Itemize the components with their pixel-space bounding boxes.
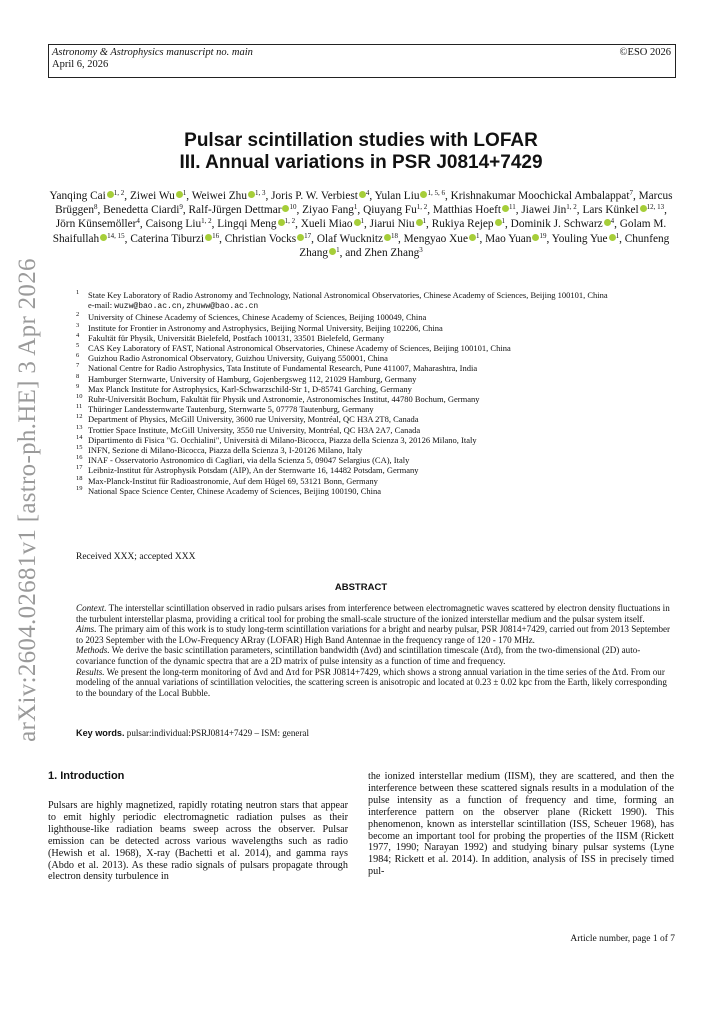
- author: [192, 190, 266, 202]
- context-text: The interstellar scintillation observed in radio pulsars arises from interference between electromagnetic waves scattered by electron density fluctuations in the turbulent interstellar plasma, providing a critical tool for probing the small-scale structure of the ionized interstellar medium and the pulsar system itself.: [76, 603, 670, 624]
- orcid-icon[interactable]: [469, 234, 476, 241]
- orcid-icon[interactable]: [278, 219, 285, 226]
- affiliation-item: [76, 476, 676, 486]
- affiliation-text: Dipartimento di Fisica "G. Occhialini", Università di Milano-Bicocca, Piazza della Scienza 3, 20126 Milano, Italy: [88, 434, 477, 445]
- affiliation-item: [76, 486, 676, 496]
- manuscript-info: [52, 47, 253, 71]
- affiliation-item: [76, 333, 676, 343]
- author: [225, 233, 311, 245]
- author: [317, 233, 398, 245]
- author-affiliation-marker: 18: [390, 231, 398, 240]
- author-affiliation-marker: 4: [365, 189, 370, 197]
- author-name: Rukiya Rejep: [431, 218, 494, 231]
- author: [552, 233, 619, 245]
- author: [375, 190, 445, 202]
- author: [103, 204, 183, 216]
- author-affiliation-marker: 17: [304, 231, 312, 240]
- affiliation-item: [76, 465, 676, 475]
- affiliation-item: [76, 445, 676, 455]
- affiliation-text: Guizhou Radio Astronomical Observatory, Guizhou University, Guiyang 550001, China: [88, 353, 388, 364]
- author-name: Ziwei Wu: [129, 190, 175, 202]
- abstract-body: [76, 603, 676, 698]
- author-name: Jörn Künsemöller: [55, 218, 137, 231]
- author-affiliation-marker: 11: [509, 203, 516, 212]
- affiliation-number: 3: [76, 321, 80, 329]
- affiliation-text: CAS Key Laboratory of FAST, National Astronomical Observatories, Chinese Academy of Sciences, Beijing 100101, China: [88, 343, 511, 354]
- affiliation-text: National Space Science Center, Chinese Academy of Sciences, Beijing 100190, China: [88, 485, 382, 496]
- author-name: Yulan Liu: [374, 190, 420, 202]
- intro-column-left: Pulsars are highly magnetized, rapidly rotating neutron stars that appear to emit highly periodic electromagnetic radiation pulses as their lighthouse-like radiation beams sweep across the observer. Pulsar emission can be detected across various wavelengths such as radio (Hewish et al. 1968), X-ray (Bachetti et al. 2014), and gamma rays (Abdo et al. 2013). As these radio signals of pulsars propagate through electron density turbulence in: [48, 800, 348, 883]
- results-label: Results.: [76, 666, 105, 677]
- affiliation-item: [76, 425, 676, 435]
- methods-label: Methods.: [76, 645, 110, 656]
- author-name: Matthias Hoeft: [432, 204, 501, 217]
- affiliation-number: 10: [76, 393, 83, 401]
- affiliation-item: [76, 404, 676, 414]
- title-line-2: III. Annual variations in PSR J0814+7429: [179, 152, 543, 173]
- affiliation-item: [76, 374, 676, 384]
- received-line: Received XXX; accepted XXX: [76, 552, 196, 562]
- keywords: [76, 728, 676, 738]
- affiliation-item: [76, 435, 676, 445]
- author: [217, 218, 295, 230]
- affiliation-item: [76, 323, 676, 333]
- author: [432, 218, 505, 230]
- orcid-icon[interactable]: [604, 219, 611, 226]
- author-name: Mao Yuan: [485, 232, 532, 245]
- orcid-icon[interactable]: [205, 234, 212, 241]
- affiliation-number: 4: [76, 331, 80, 339]
- affiliation-number: 2: [76, 311, 80, 319]
- author: [363, 204, 427, 216]
- affiliation-text: Max Planck Institute for Astrophysics, Karl-Schwarzschild-Str 1, D-85741 Garching, Germany: [88, 383, 412, 394]
- author: [404, 233, 480, 245]
- affiliation-number: 17: [76, 464, 83, 472]
- affiliation-item: [76, 343, 676, 353]
- affiliation-item: [76, 290, 676, 300]
- author: [271, 190, 369, 202]
- author-affiliation-marker: 16: [212, 231, 220, 240]
- orcid-icon[interactable]: [248, 191, 255, 198]
- affiliation-item: [76, 353, 676, 363]
- author: [189, 204, 297, 216]
- arxiv-stamp: [8, 258, 48, 742]
- author-affiliation-marker: 7: [629, 189, 633, 197]
- author-affiliation-marker: 1: [353, 203, 358, 212]
- author-affiliation-marker: 4: [610, 217, 615, 226]
- author: [130, 233, 219, 245]
- author-affiliation-marker: 1: [182, 189, 187, 197]
- author-name: Lars Künkel: [582, 204, 639, 217]
- orcid-icon[interactable]: [416, 219, 423, 226]
- author-name: Jiawei Jin: [521, 204, 567, 217]
- author-affiliation-marker: 1: [336, 245, 340, 254]
- author: [485, 233, 546, 245]
- author: [433, 204, 516, 216]
- affiliation-number: 15: [76, 444, 83, 452]
- author-name: Chunfeng Zhang: [299, 232, 670, 259]
- affiliation-text: Max-Planck-Institut für Radioastronomie, Auf dem Hügel 69, 53121 Bonn, Germany: [88, 475, 378, 486]
- orcid-icon[interactable]: [640, 205, 647, 212]
- affiliation-text: INAF - Osservatorio Astronomico di Cagliari, via della Scienza 5, 09047 Selargius (CA), Italy: [88, 455, 410, 466]
- author-name: Benedetta Ciardi: [103, 204, 180, 217]
- results-text: We present the long-term monitoring of Δνd and Δτd for PSR J0814+7429, which shows a strong annual variation in the time series of the Δτd. From our modeling of the annual variations of scintillation velocities, the scattering screen is anisotropic and located at 0.23 ± 0.02 kpc from the Earth, likely corresponding to the boundary of the Local Bubble.: [76, 666, 667, 698]
- title-line-1: Pulsar scintillation studies with LOFAR: [184, 130, 538, 151]
- section-heading-introduction: 1. Introduction: [48, 770, 125, 782]
- affiliation-number: 13: [76, 423, 83, 431]
- affiliation-item: [76, 384, 676, 394]
- affiliation-number: 12: [76, 413, 83, 421]
- author-affiliation-marker: 1, 5, 6: [427, 189, 445, 197]
- affiliation-text: Fakultät für Physik, Universität Bielefeld, Postfach 100131, 33501 Bielefeld, Germany: [88, 332, 385, 343]
- author-name: Qiuyang Fu: [363, 204, 417, 217]
- abstract-heading: ABSTRACT: [334, 582, 388, 593]
- author-affiliation-marker: 1: [422, 217, 427, 226]
- affiliation-item: [76, 300, 676, 312]
- author-affiliation-marker: 1, 2: [566, 203, 577, 212]
- affiliation-text: Department of Physics, McGill University, 3600 rue University, Montréal, QC H3A 2T8, Canada: [88, 414, 419, 425]
- author: [364, 247, 422, 259]
- author: [521, 204, 576, 216]
- author: [56, 218, 140, 230]
- abstract-aims: [76, 624, 676, 645]
- methods-text: We derive the basic scintillation parameters, scintillation bandwidth (Δνd) and scintillation timescale (Δτd), from the two-dimensional (2D) auto-covariance function of the dynamic spectra that are a 2D matrix of pulse intensity as a function of time and frequency.: [76, 645, 641, 666]
- author-list: Yanqing Cai $^{1, 2}$, Ziwei Wu $^1$, Weiwei Zhu $^{1, 3}$, Joris P. W. Verbiest $^4$, Yulan Liu $^{1, 5, 6}$, Krishnakumar Moochickal Ambalappat$^7$, Marcus Brüggen$^8$, Benedetta Ciardi$^9$, Ralf-Jürgen Dettmar $^{10}$, Ziyao Fang$^1$, Qiuyang Fu$^{1, 2}$, Matthias Hoeft $^{11}$, Jiawei Jin$^{1, 2}$, Lars Künkel $^{12, 13}$, Jörn Künsemöller$^4$, Caisong Liu$^{1, 2}$, Lingqi Meng $^{1, 2}$, Xueli Miao $^1$, Jiarui Niu $^1$, Rukiya Rejep $^1$, Dominik J. Schwarz $^4$, Golam M. Shaifullah $^{14, 15}$, Caterina Tiburzi $^{16}$, Christian Vocks $^{17}$, Olaf Wucknitz $^{18}$, Mengyao Xue $^1$, Mao Yuan $^{19}$, Youling Yue $^1$, Chunfeng Zhang $^1$, and Zhen Zhang$^3$: [49, 189, 673, 259]
- affiliation-item: [76, 363, 676, 373]
- manuscript-header-box: [48, 44, 676, 78]
- page-footer: Article number, page 1 of 7: [570, 934, 675, 944]
- affiliation-item: [76, 394, 676, 404]
- author-name: Yanqing Cai: [49, 190, 106, 202]
- aims-text: The primary aim of this work is to study long-term scintillation variations for a bright and nearby pulsar, PSR J0814+7429, carried out from 2013 September to 2023 September with the LOw-Frequency ARray (LOFAR) High Band Antennae in the frequency range of 120 - 170 MHz.: [76, 624, 671, 645]
- affiliation-number: 8: [76, 372, 80, 380]
- author-name: Youling Yue: [551, 232, 608, 245]
- author-affiliation-marker: 1: [501, 217, 506, 226]
- author-name: Caisong Liu: [145, 218, 202, 231]
- author-affiliation-marker: 1, 2: [201, 217, 212, 226]
- arxiv-stamp-text: arXiv:2604.02681v1 [astro-ph.HE] 3 Apr 2026: [14, 258, 41, 742]
- orcid-icon[interactable]: [495, 219, 502, 226]
- affiliation-text: Hamburger Sternwarte, University of Hamburg, Gojenbergsweg 112, 21029 Hamburg, Germany: [88, 373, 417, 384]
- author-name: Marcus Brüggen: [55, 190, 673, 217]
- affiliation-text: Trottier Space Institute, McGill University, 3550 rue University, Montréal, QC H3A 2A7, Canada: [88, 424, 421, 435]
- author: [451, 190, 633, 202]
- affiliation-text: Institute for Frontier in Astronomy and Astrophysics, Beijing Normal University, Beijing 102206, China: [88, 322, 443, 333]
- author-affiliation-marker: 14, 15: [107, 231, 125, 240]
- orcid-icon[interactable]: [107, 191, 114, 198]
- affiliation-text: University of Chinese Academy of Sciences, Chinese Academy of Sciences, Beijing 100049, China: [88, 312, 427, 323]
- contact-email[interactable]: wuzw@bao.ac.cn,zhuww@bao.ac.cn: [114, 302, 259, 312]
- author: [370, 218, 426, 230]
- affiliation-text: National Centre for Radio Astrophysics, Tata Institute of Fundamental Research, Pune 411007, Maharashtra, India: [88, 363, 478, 374]
- affiliation-number: 7: [76, 362, 80, 370]
- author-affiliation-marker: 1: [360, 217, 365, 226]
- author-name: Christian Vocks: [224, 232, 297, 245]
- orcid-icon[interactable]: [176, 191, 183, 198]
- affiliation-item: [76, 312, 676, 322]
- aims-label: Aims.: [76, 624, 97, 635]
- journal-line: Astronomy & Astrophysics manuscript no. main: [52, 47, 253, 58]
- author: [130, 190, 186, 202]
- affiliation-item: [76, 414, 676, 424]
- author-affiliation-marker: 3: [419, 245, 423, 254]
- author-name: Mengyao Xue: [403, 232, 468, 245]
- author: [582, 204, 664, 216]
- author-name: Dominik J. Schwarz: [510, 218, 603, 231]
- author-name: Weiwei Zhu: [191, 190, 247, 202]
- keywords-text: pulsar:individual:PSRJ0814+7429 – ISM: general: [126, 728, 309, 738]
- author: [146, 218, 212, 230]
- author-affiliation-marker: 4: [136, 217, 140, 226]
- author-name: Ziyao Fang: [302, 204, 354, 217]
- affiliation-text: Thüringer Landessternwarte Tautenburg, Sternwarte 5, 07778 Tautenburg, Germany: [88, 404, 374, 415]
- author-name: Olaf Wucknitz: [316, 232, 383, 245]
- affiliation-text: INFN, Sezione di Milano-Bicocca, Piazza della Scienza 3, I-20126 Milano, Italy: [88, 445, 363, 456]
- orcid-icon[interactable]: [354, 219, 361, 226]
- author-affiliation-marker: 1: [615, 231, 620, 240]
- orcid-icon[interactable]: [502, 205, 509, 212]
- affiliation-number: 16: [76, 454, 83, 462]
- context-label: Context.: [76, 603, 107, 613]
- author-name: Caterina Tiburzi: [130, 232, 205, 245]
- affiliation-text: Leibniz-Institut für Astrophysik Potsdam (AIP), An der Sternwarte 16, 14482 Potsdam, Germany: [88, 465, 419, 476]
- orcid-icon[interactable]: [609, 234, 616, 241]
- author-affiliation-marker: 12, 13: [646, 203, 665, 212]
- author-name: Golam M. Shaifullah: [52, 218, 667, 245]
- author-name: Lingqi Meng: [217, 218, 277, 231]
- author-name: Jiarui Niu: [369, 218, 415, 231]
- affiliation-number: 14: [76, 433, 83, 441]
- affiliation-number: 18: [76, 474, 83, 482]
- author-name: Joris P. W. Verbiest: [271, 190, 358, 202]
- author-name: Xueli Miao: [300, 218, 353, 231]
- affiliation-item: [76, 455, 676, 465]
- author-affiliation-marker: 8: [93, 203, 98, 212]
- affiliation-list: [76, 290, 676, 496]
- orcid-icon[interactable]: [359, 191, 366, 198]
- date-line: April 6, 2026: [52, 59, 109, 70]
- copyright: ©ESO 2026: [619, 47, 671, 58]
- affiliation-number: 1: [76, 289, 80, 296]
- author-name: Krishnakumar Moochickal Ambalappat: [450, 190, 630, 202]
- author-affiliation-marker: 10: [289, 203, 297, 212]
- affiliation-number: 11: [76, 403, 83, 411]
- paper-title: [48, 130, 674, 174]
- affiliation-number: 9: [76, 382, 80, 390]
- author-affiliation-marker: 1, 2: [416, 203, 428, 212]
- author-affiliation-marker: 19: [539, 231, 547, 240]
- orcid-icon[interactable]: [384, 234, 391, 241]
- intro-column-right: the ionized interstellar medium (IISM), they are scattered, and then the interference between these scattered signals results in a modulation of the pulse intensity as a function of frequency and time, forming an interference pattern on the observer plane (Rickett 1990). This phenomenon, known as interstellar scintillation (ISS, Scheuer 1968), has become an important tool for probing the properties of the IISM (Rickett 1977, 1990; Narayan 1992) and studying binary pulsar systems (Lyne 1984; Rickett et al. 2014). In addition, analysis of ISS in precisely timed pul-: [368, 771, 674, 878]
- affiliation-text: State Key Laboratory of Radio Astronomy and Technology, National Astronomical Observatories, Chinese Academy of Sciences, Beijing 100101, China: [88, 290, 608, 300]
- author-affiliation-marker: 1: [475, 231, 480, 240]
- abstract-methods: [76, 645, 676, 666]
- author: [511, 218, 614, 230]
- author: [301, 218, 364, 230]
- author: [302, 204, 357, 216]
- affiliation-number: 5: [76, 342, 80, 350]
- author-affiliation-marker: 9: [179, 203, 183, 212]
- author-affiliation-marker: 1, 2: [113, 189, 125, 197]
- affiliation-text: e-mail:: [88, 300, 115, 311]
- abstract-results: [76, 667, 676, 699]
- author-affiliation-marker: 1, 2: [284, 217, 296, 226]
- affiliation-number: 19: [76, 484, 83, 492]
- author-name: Zhen Zhang: [364, 246, 420, 259]
- author-name: Ralf-Jürgen Dettmar: [188, 204, 282, 217]
- keywords-label: Key words.: [76, 728, 125, 738]
- affiliation-text: Ruhr-Universität Bochum, Fakultät für Physik und Astronomie, Astronomisches Institut, 44780 Bochum, Germany: [88, 394, 480, 405]
- affiliation-number: 6: [76, 352, 80, 360]
- abstract-context: [76, 603, 676, 624]
- author-affiliation-marker: 1, 3: [254, 189, 266, 197]
- author: [49, 190, 124, 202]
